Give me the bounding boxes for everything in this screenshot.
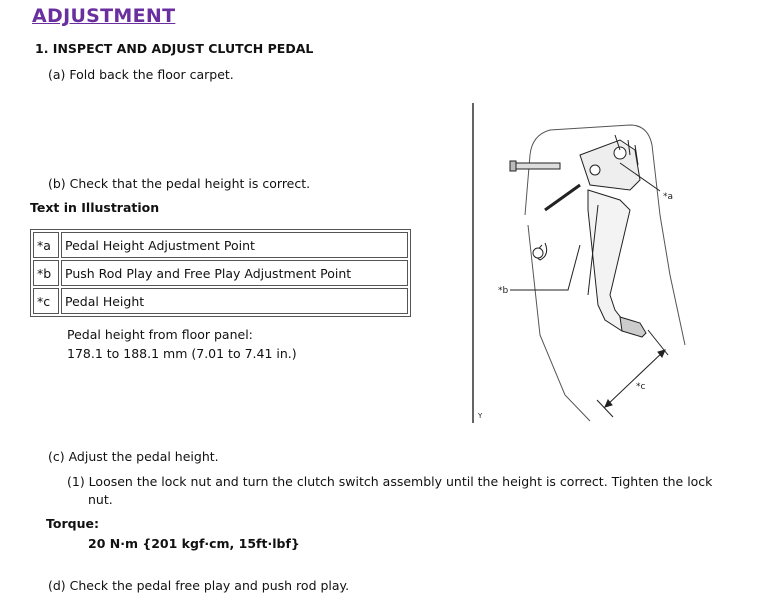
step-c1-line1: (1) Loosen the lock nut and turn the clutch switch assembly until the height is correct. Tighten the lock [67,474,713,489]
step-b-text: (b) Check that the pedal height is correct. [48,176,311,191]
text-in-illustration-label: Text in Illustration [30,200,160,215]
step-c-text: (c) Adjust the pedal height. [48,449,219,464]
legend-key: *a [33,232,59,258]
torque-value: 20 N·m {201 kgf·cm, 15ft·lbf} [88,536,300,551]
callout-b: *b [498,286,509,296]
spec-line-1: Pedal height from floor panel: [67,327,253,342]
legend-row [33,232,408,258]
legend-row [33,288,408,314]
step-c1-line2: nut. [88,492,113,507]
step-d-text: (d) Check the pedal free play and push rod play. [48,578,350,593]
legend-text: Push Rod Play and Free Play Adjustment Point [61,260,408,286]
legend-row [33,260,408,286]
legend-key: *b [33,260,59,286]
section-heading: 1. INSPECT AND ADJUST CLUTCH PEDAL [35,41,314,56]
legend-text: Pedal Height [61,288,408,314]
spec-line-2: 178.1 to 188.1 mm (7.01 to 7.41 in.) [67,346,297,361]
callout-c: *c [636,382,646,392]
legend-text: Pedal Height Adjustment Point [61,232,408,258]
corner-mark: Y [478,412,483,420]
clutch-pedal-illustration [470,95,715,425]
callout-a: *a [663,192,674,202]
step-a-text: (a) Fold back the floor carpet. [48,67,234,82]
legend-key: *c [33,288,59,314]
torque-label: Torque: [46,516,99,531]
illustration-legend-table [30,229,411,317]
page-title: ADJUSTMENT [32,5,176,27]
